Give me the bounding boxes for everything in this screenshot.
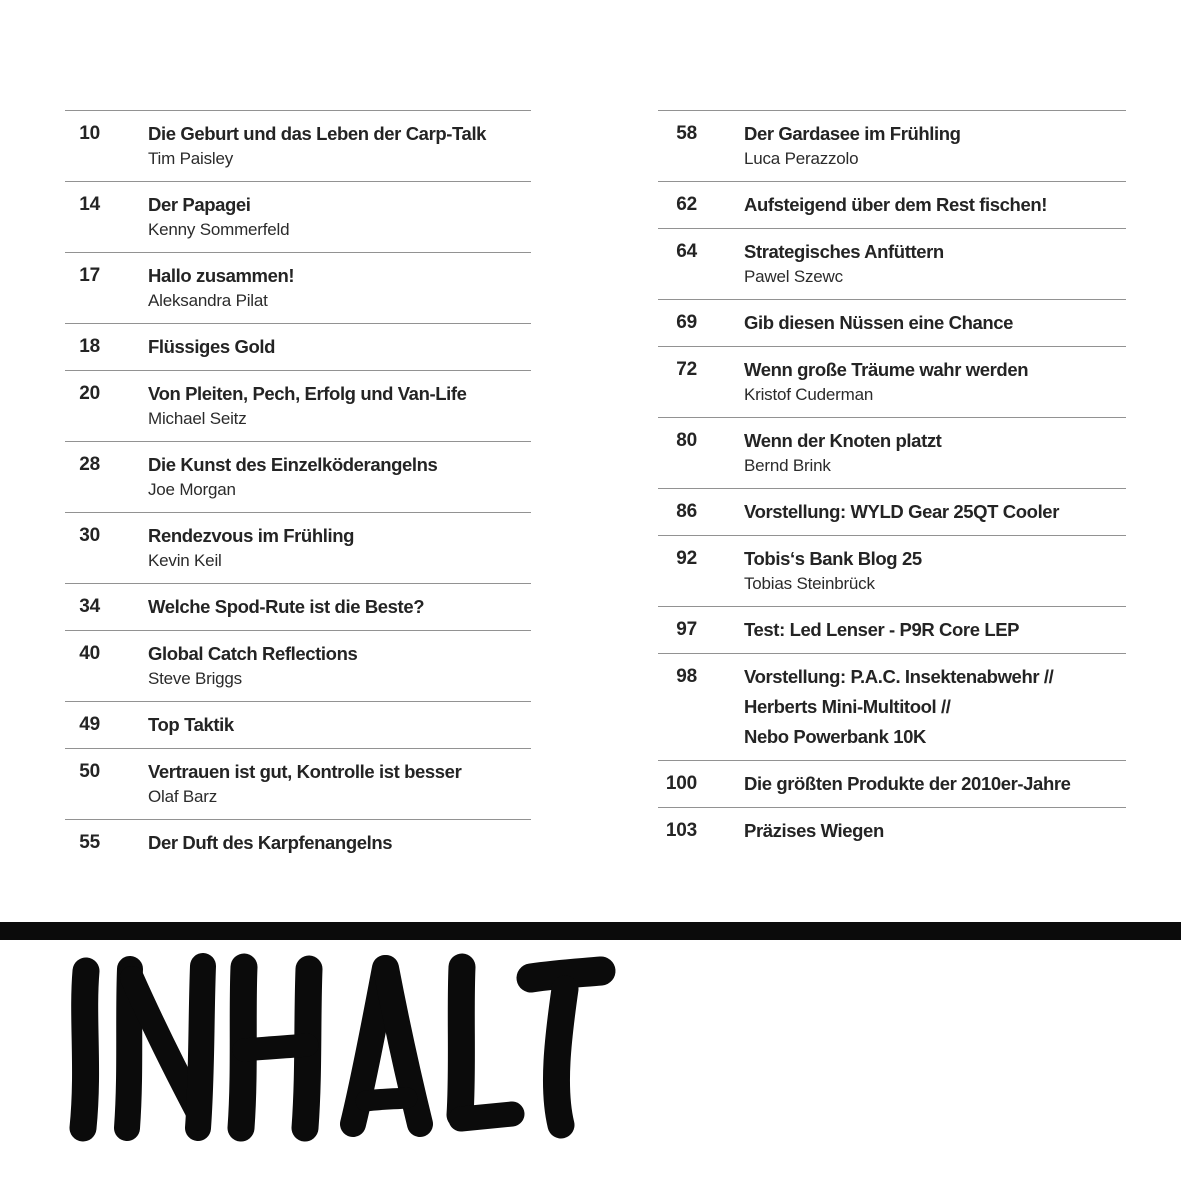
toc-entry-author: Michael Seitz — [148, 409, 247, 428]
toc-entry-page-number: 86 — [676, 501, 697, 522]
toc-entry-title — [744, 771, 1126, 797]
logo-letter-h-crossbar — [244, 1045, 307, 1050]
toc-entry — [65, 323, 531, 370]
logo-letter-l-foot — [461, 1114, 512, 1119]
toc-entry-title — [148, 830, 531, 856]
toc-entry-text — [148, 523, 531, 573]
toc-entry-text — [744, 617, 1126, 643]
toc-entry-text — [744, 239, 1126, 289]
toc-entry-author: Pawel Szewc — [744, 267, 843, 286]
toc-column-right — [658, 110, 1126, 854]
toc-entry-title — [744, 428, 1126, 454]
divider-bar — [0, 922, 1181, 940]
toc-entry-page-number: 98 — [676, 666, 697, 687]
toc-entry — [65, 181, 531, 252]
toc-entry — [65, 748, 531, 819]
logo-letter-a-crossbar — [366, 1098, 407, 1101]
toc-entry-title — [148, 381, 531, 407]
toc-entry-page-number: 10 — [79, 123, 100, 144]
toc-entry-text — [148, 121, 531, 171]
inhalt-logo — [68, 953, 624, 1147]
toc-entry-page-number: 17 — [79, 265, 100, 286]
toc-entry-title — [148, 452, 531, 478]
toc-entry-text — [744, 664, 1126, 750]
toc-entry-author: Joe Morgan — [148, 480, 236, 499]
toc-entry-text — [744, 818, 1126, 844]
toc-entry-author: Kenny Sommerfeld — [148, 220, 290, 239]
toc-entry — [658, 488, 1126, 535]
toc-entry — [658, 653, 1126, 760]
toc-entry — [658, 606, 1126, 653]
toc-entry-author: Kristof Cuderman — [744, 385, 874, 404]
toc-entry-title — [148, 759, 531, 785]
toc-entry — [658, 228, 1126, 299]
toc-entry-title — [744, 239, 1126, 265]
toc-entry-author: Aleksandra Pilat — [148, 291, 268, 310]
toc-entry-author: Steve Briggs — [148, 669, 242, 688]
toc-entry-page-number: 103 — [665, 820, 697, 841]
toc-entry-text — [148, 263, 531, 313]
toc-entry-author: Olaf Barz — [148, 787, 218, 806]
toc-entry-title — [744, 818, 1126, 844]
toc-entry-author: Tim Paisley — [148, 149, 234, 168]
toc-entry-text — [148, 759, 531, 809]
logo-letter-t-stem — [556, 989, 565, 1125]
toc-entry-title-line: Tobis‘s Bank Blog 25 — [744, 548, 922, 569]
toc-entry-title — [744, 617, 1126, 643]
toc-entry — [658, 417, 1126, 488]
toc-entry-title-line: Aufsteigend über dem Rest fischen! — [744, 194, 1048, 215]
toc-entry — [65, 512, 531, 583]
toc-entry-author: Bernd Brink — [744, 456, 831, 475]
toc-entry-title-line: Der Duft des Karpfenangelns — [148, 832, 393, 853]
toc-entry-title — [744, 192, 1126, 218]
toc-entry-text — [744, 546, 1126, 596]
toc-entry-text — [148, 712, 531, 738]
toc-entry-text — [148, 192, 531, 242]
toc-entry-title-line: Vorstellung: P.A.C. Insektenabwehr // — [744, 666, 1054, 687]
toc-entry-title — [744, 546, 1126, 572]
toc-entry-title-line: Vorstellung: WYLD Gear 25QT Cooler — [744, 501, 1059, 522]
logo-letter-i — [83, 971, 86, 1128]
toc-entry-title-line: Der Gardasee im Frühling — [744, 123, 961, 144]
toc-entry — [658, 760, 1126, 807]
toc-entry-title-line: Von Pleiten, Pech, Erfolg und Van-Life — [148, 383, 467, 404]
toc-entry-title-line: Vertrauen ist gut, Kontrolle ist besser — [148, 761, 462, 782]
toc-entry-title-line: Global Catch Reflections — [148, 643, 358, 664]
toc-entry-title-line: Wenn der Knoten platzt — [744, 430, 942, 451]
toc-entry-title-line: Welche Spod-Rute ist die Beste? — [148, 596, 425, 617]
toc-entry-page-number: 58 — [676, 123, 697, 144]
logo-letter-n-right — [198, 966, 203, 1128]
toc-entry-title-line: Präzises Wiegen — [744, 820, 884, 841]
toc-entry — [65, 630, 531, 701]
toc-entry — [65, 110, 531, 181]
toc-column-left — [65, 110, 531, 866]
toc-entry-text — [744, 499, 1126, 525]
toc-entry — [65, 252, 531, 323]
toc-entry — [65, 819, 531, 866]
toc-entry — [65, 583, 531, 630]
toc-entry-text — [148, 594, 531, 620]
toc-entry-title-line: Top Taktik — [148, 714, 234, 735]
toc-entry-text — [744, 310, 1126, 336]
toc-entry-page-number: 100 — [665, 773, 697, 794]
toc-entry-page-number: 50 — [79, 761, 100, 782]
toc-entry-page-number: 40 — [79, 643, 100, 664]
toc-entry — [658, 110, 1126, 181]
toc-entry-title-line: Rendezvous im Frühling — [148, 525, 355, 546]
toc-entry-page-number: 30 — [79, 525, 100, 546]
toc-entry-title-line: Die Kunst des Einzelköderangelns — [148, 454, 438, 475]
toc-entry-title-line: Flüssiges Gold — [148, 336, 276, 357]
toc-entry-page-number: 55 — [79, 832, 100, 853]
toc-entry-page-number: 92 — [676, 548, 697, 569]
toc-entry-author: Tobias Steinbrück — [744, 574, 875, 593]
toc-entry-page-number: 20 — [79, 383, 100, 404]
toc-entry-text — [148, 641, 531, 691]
toc-entry-text — [744, 121, 1126, 171]
logo-letter-l-stem — [460, 967, 462, 1115]
toc-entry-text — [744, 428, 1126, 478]
toc-entry-title-line: Strategisches Anfüttern — [744, 241, 944, 262]
toc-entry-title — [148, 523, 531, 549]
toc-entry-page-number: 28 — [79, 454, 100, 475]
toc-entry-title-line: Hallo zusammen! — [148, 265, 295, 286]
toc-entry-title-line: Herberts Mini-Multitool // — [744, 696, 951, 717]
toc-entry-page-number: 49 — [79, 714, 100, 735]
toc-entry-title-line: Nebo Powerbank 10K — [744, 726, 926, 747]
toc-entry-page-number: 64 — [676, 241, 697, 262]
toc-entry-title-line: Gib diesen Nüssen eine Chance — [744, 312, 1014, 333]
inhalt-logo-graphic — [68, 953, 624, 1147]
toc-entry-text — [744, 771, 1126, 797]
toc-entry-page-number: 34 — [79, 596, 100, 617]
toc-entry-text — [148, 334, 531, 360]
toc-entry-text — [148, 830, 531, 856]
toc-entry-title-line: Der Papagei — [148, 194, 251, 215]
toc-entry-title — [744, 664, 1126, 750]
toc-entry-title — [744, 357, 1126, 383]
toc-entry-title-line: Die Geburt und das Leben der Carp-Talk — [148, 123, 487, 144]
toc-entry-page-number: 14 — [79, 194, 100, 215]
toc-entry — [658, 346, 1126, 417]
toc-entry-title — [744, 499, 1126, 525]
toc-entry-text — [744, 357, 1126, 407]
toc-entry — [65, 701, 531, 748]
toc-entry-page-number: 18 — [79, 336, 100, 357]
toc-entry-text — [744, 192, 1126, 218]
toc-entry-title-line: Test: Led Lenser - P9R Core LEP — [744, 619, 1020, 640]
toc-entry — [65, 370, 531, 441]
toc-entry-title-line: Die größten Produkte der 2010er-Jahre — [744, 773, 1071, 794]
toc-entry-page-number: 97 — [676, 619, 697, 640]
toc-entry — [658, 807, 1126, 854]
toc-entry-title — [148, 712, 531, 738]
toc-entry-title — [148, 192, 531, 218]
toc-entry-title-line: Wenn große Träume wahr werden — [744, 359, 1029, 380]
toc-entry-title — [148, 263, 531, 289]
toc-entry — [658, 181, 1126, 228]
toc-entry-author: Luca Perazzolo — [744, 149, 859, 168]
toc-entry-title — [148, 121, 531, 147]
toc-entry-title — [148, 594, 531, 620]
toc-entry-text — [148, 381, 531, 431]
toc-entry-page-number: 72 — [676, 359, 697, 380]
toc-entry-author: Kevin Keil — [148, 551, 222, 570]
toc-entry-page-number: 80 — [676, 430, 697, 451]
toc-entry — [658, 299, 1126, 346]
toc-entry-text — [148, 452, 531, 502]
toc-entry-page-number: 62 — [676, 194, 697, 215]
toc-entry — [65, 441, 531, 512]
toc-entry-title — [148, 334, 531, 360]
toc-entry-title — [148, 641, 531, 667]
toc-entry-title — [744, 121, 1126, 147]
toc-entry-title — [744, 310, 1126, 336]
toc-entry — [658, 535, 1126, 606]
toc-entry-page-number: 69 — [676, 312, 697, 333]
